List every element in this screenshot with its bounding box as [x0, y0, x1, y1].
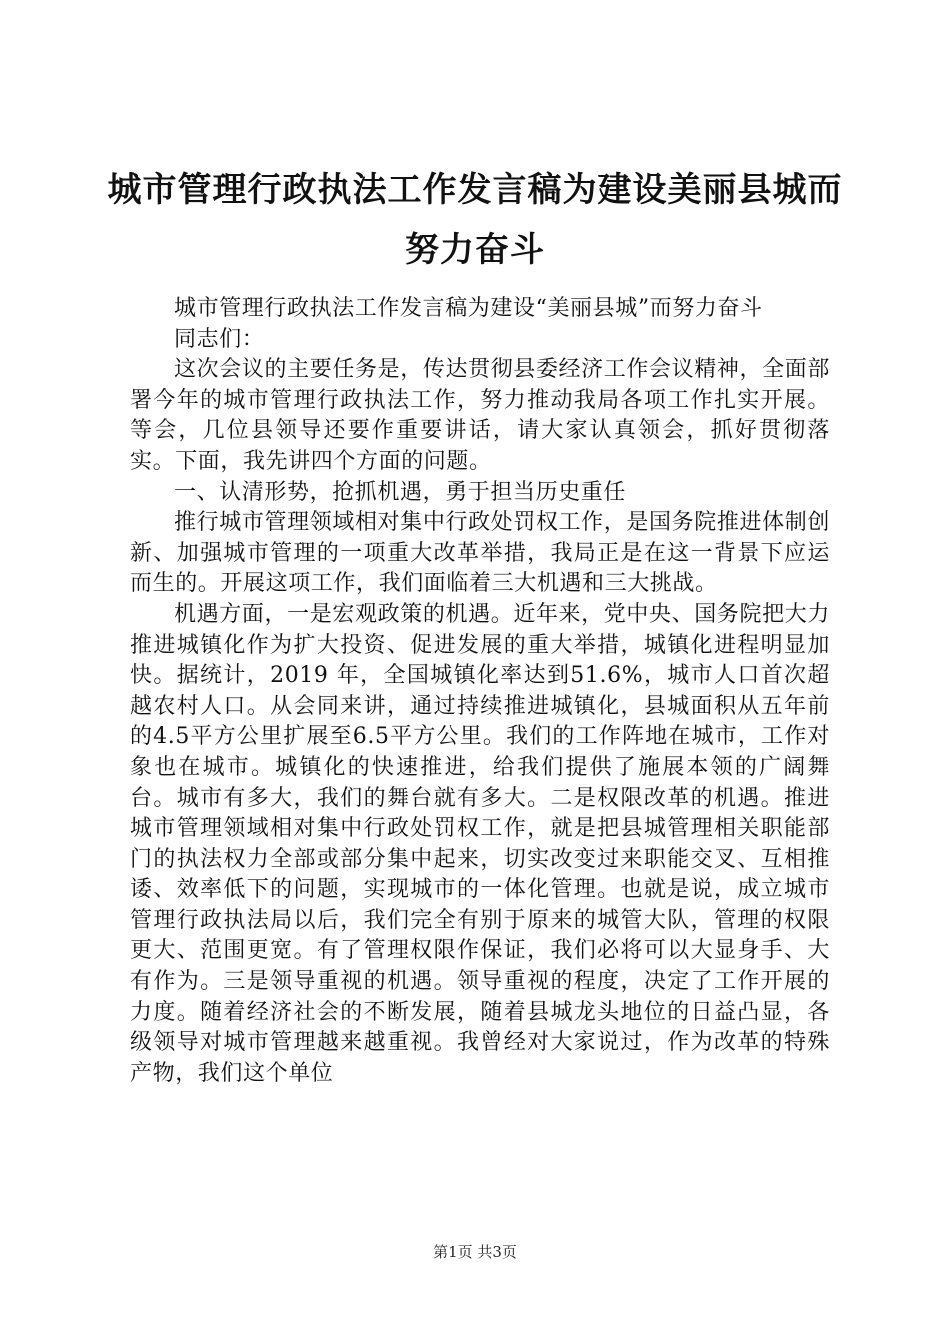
document-body: [130, 294, 830, 1089]
paragraph-background: 推行城市管理领域相对集中行政处罚权工作，是国务院推进体制创新、加强城市管理的一项重大改革举措，我局正是在这一背景下应运而生的。开展这项工作，我们面临着三大机遇和三大挑战。: [130, 510, 830, 597]
section-heading-1: 一、认清形势，抢抓机遇，勇于担当历史重任: [174, 479, 627, 505]
paragraph-opportunities: 机遇方面，一是宏观政策的机遇。近年来，党中央、国务院把大力推进城镇化作为扩大投资、促进发展的重大举措，城镇化进程明显加快。据统计，2019 年，全国城镇化率达到51.6%，城市人口首次超越农村人口。从会同来讲，通过持续推进城镇化，县城面积从五年前的4.5平方公里扩展至6.5平方公里。我们的工作阵地在城市，工作对象也在城市。城镇化的快速推进，给我们提供了施展本领的广阔舞台。城市有多大，我们的舞台就有多大。二是权限改革的机遇。推进城市管理领域相对集中行政处罚权工作，就是把县城管理相关职能部门的执法权力全部或部分集中起来，切实改变过来职能交叉、互相推诿、效率低下的问题，实现城市的一体化管理。也就是说，成立城市管理行政执法局以后，我们完全有别于原来的城管大队，管理的权限更大、范围更宽。有了管理权限作保证，我们必将可以大显身手、大有作为。三是领导重视的机遇。领导重视的程度，决定了工作开展的力度。随着经济社会的不断发展，随着县城龙头地位的日益凸显，各级领导对城市管理越来越重视。我曾经对大家说过，作为改革的特殊产物，我们这个单位: [130, 601, 830, 1086]
paragraph-salutation: 同志们：: [174, 326, 265, 352]
page-footer: 第1页 共3页: [433, 1243, 517, 1261]
document-title: 城市管理行政执法工作发言稿为建设美丽县城而努力奋斗: [107, 170, 843, 270]
paragraph-intro: 这次会议的主要任务是，传达贯彻县委经济工作会议精神，全面部署今年的城市管理行政执法工作，努力推动我局各项工作扎实开展。等会，几位县领导还要作重要讲话，请大家认真领会，抓好贯彻落实。下面，我先讲四个方面的问题。: [130, 357, 830, 474]
paragraph-subtitle: 城市管理行政执法工作发言稿为建设“美丽县城”而努力奋斗: [174, 296, 763, 321]
